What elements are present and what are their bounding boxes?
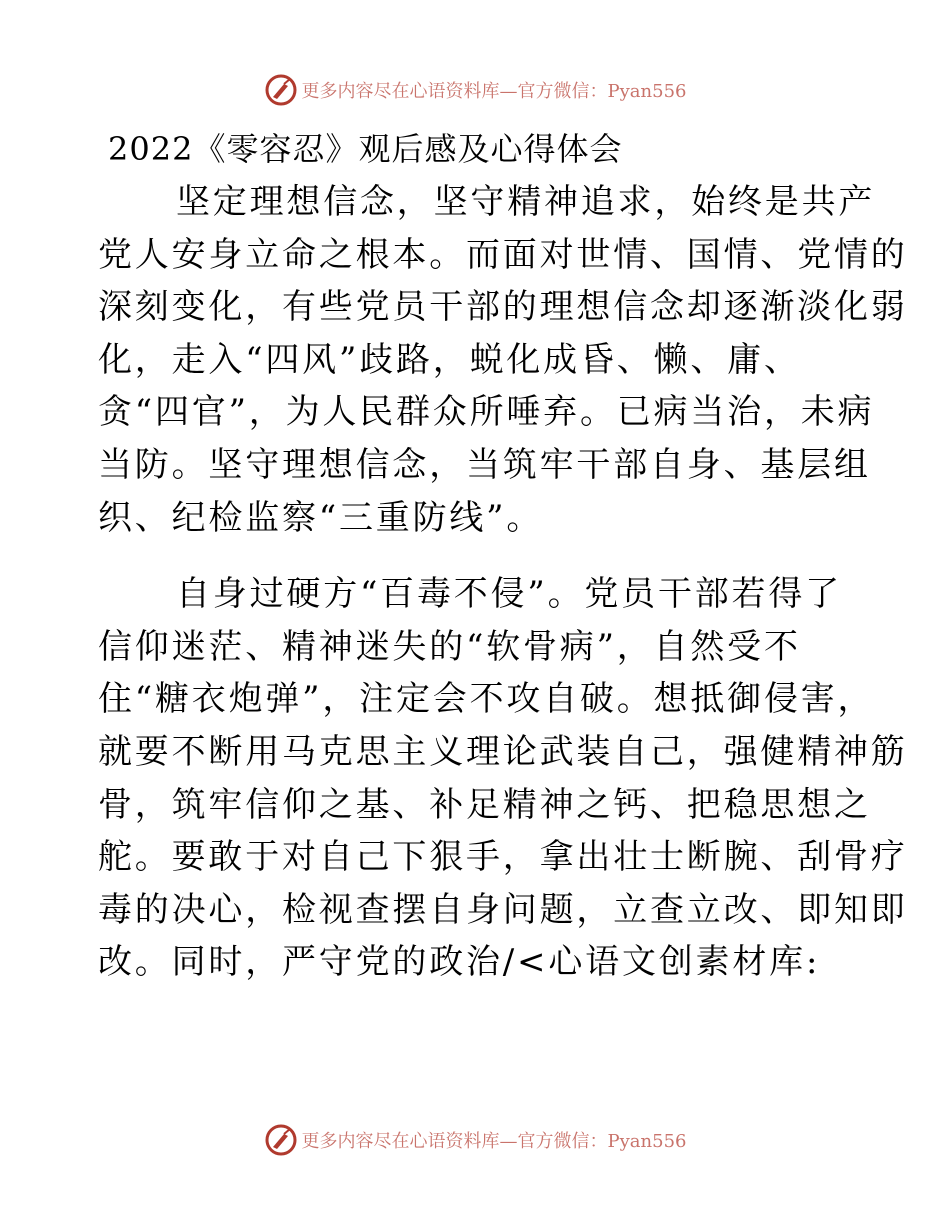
footer-banner-content: [264, 1123, 687, 1157]
banner-text: 更多内容尽在心语资料库—官方微信：Pyan556: [301, 1131, 687, 1152]
banner-text: 更多内容尽在心语资料库—官方微信：Pyan556: [301, 81, 687, 102]
paragraph-line: 深刻变化，有些党员干部的理想信念却逐渐淡化弱: [98, 287, 908, 328]
paragraph-gap: [98, 544, 848, 568]
header-banner: [0, 70, 950, 110]
paragraph-line: 当防。坚守理想信念，当筑牢干部自身、基层组: [98, 444, 871, 485]
header-banner-content: [264, 73, 687, 107]
paragraph-line: 自身过硬方“百毒不侵”。党员干部若得了: [176, 574, 842, 615]
paragraph-line: 住“糖衣炮弹”，注定会不攻自破。想抵御侵害，: [98, 679, 875, 720]
paragraph-line: 改。同时，严守党的政治/<心语文创素材库:: [98, 942, 821, 983]
paragraph-line: 信仰迷茫、精神迷失的“软骨病”，自然受不: [98, 626, 801, 667]
paragraph-line: 坚定理想信念，坚守精神追求，始终是共产: [176, 182, 876, 222]
paragraph-line: 毒的决心，检视查摆自身问题，立查立改、即知即: [98, 889, 908, 930]
document-title: 2022《零容忍》观后感及心得体会: [108, 130, 623, 168]
footer-banner: [0, 1120, 950, 1160]
quill-logo-icon: [264, 73, 298, 107]
paragraph-line: 贪“四官”，为人民群众所唾弃。已病当治，未病: [98, 392, 875, 433]
paragraph-line: 织、纪检监察“三重防线”。: [98, 497, 544, 538]
paragraph-line: 化，走入“四风”歧路，蜕化成昏、懒、庸、: [98, 339, 801, 380]
paragraph-line: 舵。要敢于对自己下狠手，拿出壮士断腕、刮骨疗: [98, 837, 908, 878]
paragraph-line: 就要不断用马克思主义理论武装自己，强健精神筋: [98, 731, 908, 772]
quill-logo-icon: [264, 1123, 298, 1157]
paragraph-line: 骨，筑牢信仰之基、补足精神之钙、把稳思想之: [98, 784, 871, 825]
document-body: [98, 176, 908, 989]
paragraph-line: 党人安身立命之根本。而面对世情、国情、党情的: [98, 234, 908, 275]
